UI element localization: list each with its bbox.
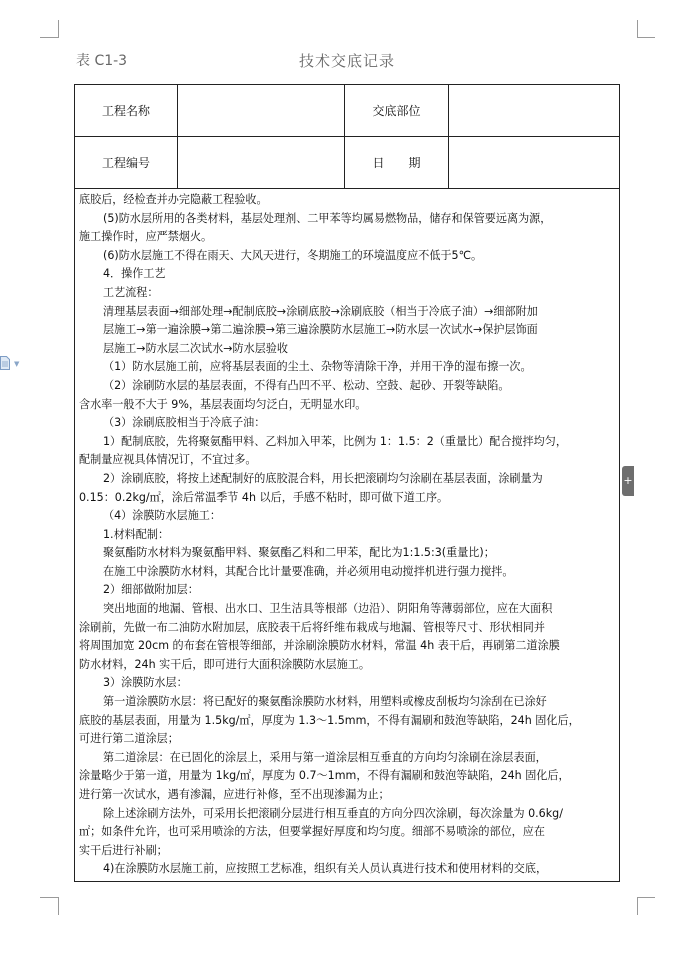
date-label: 日 期	[345, 137, 449, 188]
text-line: 1）配制底胶，先将聚氨酯甲料、乙料加入甲苯，比例为 1：1.5：2（重量比）配合搅拌均匀，	[103, 434, 567, 448]
project-number-label: 工程编号	[75, 137, 178, 188]
project-name-field[interactable]	[178, 85, 345, 136]
text-line: 底胶后，经检查并办完隐蔽工程验收。	[79, 193, 268, 206]
text-line: 涂量略少于第一道，用量为 1kg/㎡，厚度为 0.7～1mm，不得有漏刷和鼓泡等缺陷，24h 固化后，	[79, 769, 570, 783]
text-line: ㎡；如条件允许，也可采用喷涂的方法，但要掌握好厚度和均匀度。细部不易喷涂的部位，应在	[79, 825, 545, 839]
crop-mark-bottom-right	[637, 897, 638, 915]
text-line: 层施工→第一遍涂膜→第二遍涂膜→第三遍涂膜防水层施工→防水层一次试水→保护层饰面	[103, 323, 538, 337]
text-line: 工艺流程：	[103, 285, 159, 299]
text-line: 施工操作时，应严禁烟火。	[79, 230, 213, 244]
text-line: 底胶的基层表面，用量为 1.5kg/㎡，厚度为 1.3～1.5mm，不得有漏刷和鼓泡等缺陷，24h 固化后，	[79, 713, 580, 727]
text-line: 突出地面的地漏、管根、出水口、卫生洁具等根部（边沿）、阴阳角等薄弱部位，应在大面积	[103, 602, 553, 616]
crop-mark-bottom-left-h	[40, 897, 58, 898]
text-line: 除上述涂刷方法外，可采用长把滚刷分层进行相互垂直的方向分四次涂刷，每次涂量为 0.6kg/	[103, 806, 563, 820]
text-line: 2）细部做附加层：	[103, 583, 199, 597]
disclosure-location-field[interactable]	[449, 85, 619, 136]
text-line: 第一道涂膜防水层：将已配好的聚氨酯涂膜防水材料，用塑料或橡皮刮板均匀涂刮在已涂好	[103, 695, 547, 709]
date-field[interactable]	[449, 137, 619, 188]
text-line: 将周围加宽 20cm 的布套在管根等细部，并涂刷涂膜防水材料，常温 4h 表干后，再刷第二道涂膜	[79, 639, 560, 653]
crop-mark-top-right	[637, 20, 638, 38]
crop-mark-top-right-h	[637, 37, 655, 38]
text-line: 可进行第二道涂层；	[79, 732, 179, 746]
project-number-field[interactable]	[178, 137, 345, 188]
document-icon[interactable]	[0, 356, 10, 370]
text-line: 第二道涂层：在已固化的涂层上，采用与第一道涂层相互垂直的方向均匀涂刷在涂层表面，	[103, 750, 547, 764]
disclosure-content	[79, 191, 615, 879]
project-name-label: 工程名称	[75, 85, 178, 136]
table-row	[75, 137, 619, 189]
text-line: 防水材料，24h 实干后，即可进行大面积涂膜防水层施工。	[79, 657, 370, 671]
text-line: 配制量应视具体情况订，不宜过多。	[79, 453, 257, 467]
crop-mark-bottom-left	[58, 897, 59, 915]
text-line: 聚氨酯防水材料为聚氨酯甲料、聚氨酯乙料和二甲苯，配比为1:1.5:3(重量比)；	[103, 546, 495, 560]
text-line: (6)防水层施工不得在雨天、大风天进行，冬期施工的环境温度应不低于5℃。	[103, 248, 483, 262]
text-line: (5)防水层所用的各类材料，基层处理剂、二甲苯等均属易燃物品，储存和保管要远离为源，	[103, 211, 552, 225]
text-line: 涂刷前，先做一布二油防水附加层，底胶表干后将纤维布栽成与地漏、管根等尺寸、形状相同并	[79, 620, 545, 634]
form-code: 表 C1-3	[76, 53, 128, 69]
text-line: 在施工中涂膜防水材料，其配合比计量要准确，并必须用电动搅拌机进行强力搅拌。	[103, 564, 514, 578]
text-line: （2）涂刷防水层的基层表面，不得有凸凹不平、松动、空鼓、起砂、开裂等缺陷。	[103, 378, 510, 392]
text-line: 0.15：0.2kg/㎡，涂后常温季节 4h 以后，手感不粘时，即可做下道工序。	[79, 490, 449, 504]
disclosure-record-sheet	[74, 84, 620, 882]
disclosure-location-label: 交底部位	[345, 85, 449, 136]
table-row	[75, 85, 619, 137]
text-line: （3）涂刷底胶相当于冷底子油：	[103, 416, 266, 430]
text-line: 4)在涂膜防水层施工前，应按照工艺标准，组织有关人员认真进行技术和使用材料的交底，	[103, 862, 548, 876]
text-line: 3）涂膜防水层：	[103, 676, 188, 690]
text-line: 含水率一般不大于 9%，基层表面均匀泛白，无明显水印。	[79, 397, 367, 411]
text-line: 层施工→防水层二次试水→防水层验收	[103, 341, 288, 355]
text-line: （1）防水层施工前，应将基层表面的尘土、杂物等清除干净，并用干净的湿布擦一次。	[103, 360, 532, 374]
chevron-down-icon[interactable]: ▼	[14, 360, 20, 368]
text-line: 1.材料配制：	[103, 527, 170, 541]
header-table	[75, 85, 619, 189]
text-line: 2）涂刷底胶，将按上述配制好的底胶混合料，用长把滚刷均匀涂刷在基层表面，涂刷量为	[103, 471, 543, 485]
text-line: 实干后进行补刷；	[79, 843, 168, 857]
text-line: （4）涂膜防水层施工：	[103, 509, 221, 523]
text-line: 清理基层表面→细部处理→配制底胶→涂刷底胶→涂刷底胶（相当于冷底子油）→细部附加	[103, 304, 538, 318]
document-title: 技术交底记录	[298, 52, 395, 70]
text-line: 4．操作工艺	[103, 267, 166, 281]
crop-mark-top-left	[58, 20, 59, 38]
text-line: 进行第一次试水，遇有渗漏，应进行补修，至不出现渗漏为止；	[79, 788, 390, 801]
crop-mark-bottom-right-h	[637, 897, 655, 898]
crop-mark-top-left-h	[40, 37, 58, 38]
expand-panel-button[interactable]: +	[622, 466, 634, 496]
